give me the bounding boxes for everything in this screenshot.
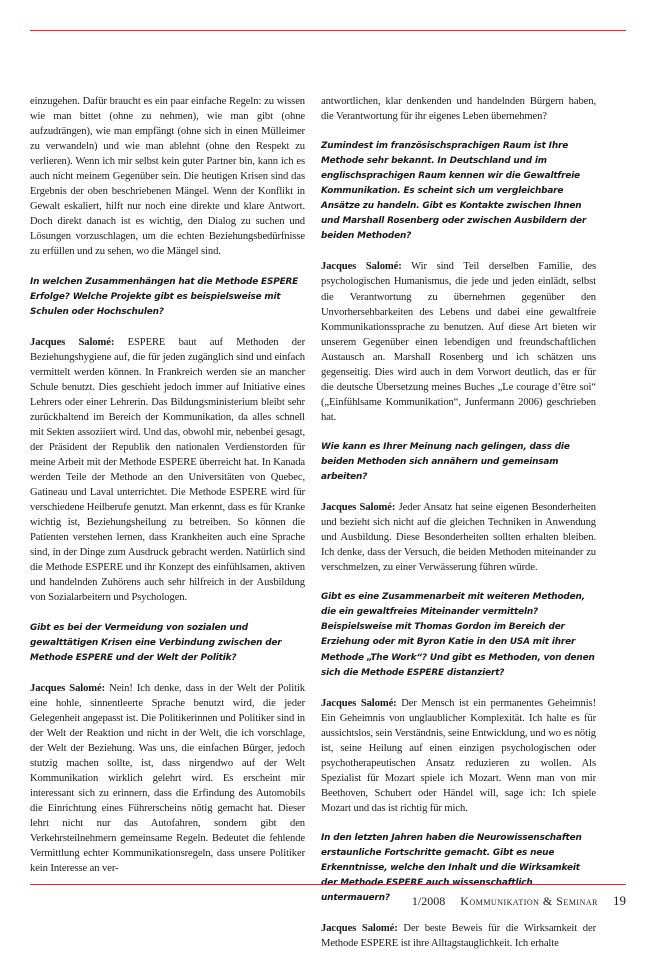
speaker-name: Jacques Salomé: <box>30 682 106 694</box>
body-paragraph <box>321 94 596 124</box>
paragraph-text: einzugehen. Dafür braucht es ein paar einfache Regeln: zu wissen wie man bittet (ohne zu nehmen), wie man gibt (ohne aufzudrängen), wie man empfängt (ohne sich in einen Mülleimer zu verwandeln) und wie man ablehnt (ohne den Respekt zu verlieren). Wenn ich mir selbst kein guter Partner bin, kann ich es auch nicht meinem Gegenüber sein. Die heutigen Krisen sind das Ergebnis der oben beschriebenen Mängel. Wenn der Konflikt in Gewalt eskaliert, hilft nur noch eine direkte und klare Antwort. Doch direkt danach ist es wichtig, den Dialog zu suchen und Lösungen vorzuschlagen, um die echten Beziehungsbedürfnisse zu erfüllen und zu sehen, wo die Mängel sind. <box>30 96 305 258</box>
interview-answer <box>30 335 305 606</box>
interview-answer <box>321 259 596 425</box>
paragraph-text: Nein! Ich denke, dass in der Welt der Politik eine hohle, sinnentleerte Sprache benutzt wird, die jeder Gelegenheit angepasst ist. Die Politikerinnen und Politiker sind in der Welt der Reaktion und nicht in der Welt, die ich vorschlage, der Welt der Beziehung. Was uns, die einfachen Bürger, jedoch stutzig machen sollte, ist, dass nirgendwo auf der Welt Kommunikation wirklich gelehrt wird. Es erscheint mir interessant sich zu erinnern, dass die Erfindung des Automobils die Einrichtung eines Führerscheins nötig gemacht hat. Dieser lehrt nicht nur das Autofahren, sondern gibt den Verkehrsteilnehmern gemeinsame Regeln. Bedeutet die fehlende Vermittlung echter Kommunikationsregeln, dass unsere Politiker kein Interesse an ver- <box>30 682 306 875</box>
speaker-name: Jacques Salomé: <box>321 697 397 709</box>
paragraph-text: Der beste Beweis für die Wirksamkeit der Methode ESPERE ist ihre Alltagstauglichkeit. Ich erhalte <box>321 923 596 950</box>
interview-question: Gibt es bei der Vermeidung von sozialen und gewalttätigen Krisen eine Verbindung zwischen der Methode ESPERE und der Welt der Politik? <box>30 622 282 663</box>
paragraph-text: ESPERE baut auf Methoden der Beziehungshygiene auf, die für jeden zugänglich sind und einfach vermittelt werden können. In Frankreich werden sie an mancher Schule benutzt. Dies geschieht jedoch immer auf Initiative eines Lehrers oder einer Lehrerin. Das Bildungsministerium bleibt sehr zurückhaltend im Bereich der Kommunikation, da alles schnell mit Sekten assoziiert wird. Und das, obwohl mir, nebenbei gesagt, der Präsident der Republik den nationalen Verdienstorden für meine Arbeit mit der Methode ESPERE überreicht hat. In Kanada werden Teile der Methode an den Universitäten von Quebec, Gatineau und Laval unterrichtet. Die Methode ESPERE wird für verschiedene Heilberufe genutzt. Man erkennt, dass es für Kranke wichtig ist, Beziehungsheilung zu betreiben. So können die Patienten verstehen lernen, dass Krankheiten auch eine Sprache sind, in der Dinge zum Ausdruck gebracht werden. Natürlich sind die Methode ESPERE und ihr Konzept des einfühlsamen, aktiven und handelnden Zuhörens auch sehr hilfreich in der Ausbildung von Sozialarbeitern und Psychologen. <box>30 336 305 604</box>
page-number: 19 <box>613 893 626 908</box>
right-text-column <box>321 94 596 966</box>
top-rule <box>30 30 626 31</box>
paragraph-text: Der Mensch ist ein permanentes Geheimnis! Ein Geheimnis von unglaublicher Komplexität. Ich halte es für aussichtslos, sein Verständnis, seine Entwicklung, und wo es nötig ist, seine Heilung auf einen einzigen psychologischen oder psychotherapeutischen Ansatz reduzieren zu wollen. Als Spezialist für Mozart spiele ich Mozart. Wenn man von mir Beethoven, Schubert oder Händel will, sage ich: Ich spiele Mozart und das ist richtig für mich. <box>321 697 596 814</box>
interview-answer <box>321 500 596 575</box>
interview-question: In den letzten Jahren haben die Neurowissenschaften erstaunliche Fortschritte gemacht. Gibt es neue Erkenntnisse, welche den Inhalt und die Wirksamkeit untermauern? <box>321 832 582 904</box>
speaker-name: Jacques Salomé: <box>321 261 402 273</box>
page-footer <box>412 893 626 909</box>
bottom-rule <box>30 884 626 885</box>
speaker-name: Jacques Salomé: <box>30 336 115 348</box>
interview-answer <box>30 681 305 877</box>
interview-question: Zumindest im französischsprachigen Raum ist Ihre Methode sehr bekannt. In Deutschland und im englischsprachigen Raum kennen wir die Gewaltfreie Kommunikation. Es scheint sich um vergleichbare Ansätze zu handeln. Gibt es Kontakte zwischen Ihnen und Marshall Rosenberg oder zwischen Ausbildern der beiden Methoden? <box>321 141 587 242</box>
interview-question: In welchen Zusammenhängen hat die Methode ESPERE Erfolge? Welche Projekte gibt es beispielsweise mit Schulen oder Hochschulen? <box>30 276 299 317</box>
left-text-column <box>30 94 305 891</box>
magazine-title: Kommunikation & Seminar <box>460 894 598 908</box>
speaker-name: Jacques Salomé: <box>321 502 396 514</box>
speaker-name: Jacques Salomé: <box>321 923 398 935</box>
interview-answer <box>321 921 596 951</box>
interview-question: Wie kann es Ihrer Meinung nach gelingen, dass die beiden Methoden sich annähern und gemeinsam arbeiten? <box>321 441 570 483</box>
paragraph-text: Wir sind Teil derselben Familie, des psychologischen Humanismus, die jede und jeden einlädt, selbst die Verantwortung zu übernehmen gegenüber den Unvorhersehbarkeiten des Lebens und dabei eine gewaltfreie Kommunikationssprache zu benutzen. Auf diese Art bieten wir unserem Gegenüber einen lebendigen und freundschaftlichen Austausch an. Marshall Rosenberg und ich schätzen uns gegenseitig. Dies wird auch in dem Vorwort deutlich, das er für die deutsche Übersetzung meines Buches „Le courage d’être soi“ („Einfühlsame Kommunikation“, Junfermann 2006) geschrieben hat. <box>321 261 596 423</box>
interview-question: Gibt es eine Zusammenarbeit mit weiteren Methoden, die ein gewaltfreies Miteinander vermitteln? Beispielsweise mit Thomas Gordon im Bereich der Erziehung oder mit Byron Katie in den USA mit ihrer Methode „The Work“? Und gibt es Methoden, von denen sich die Methode ESPERE distanziert? <box>321 592 595 678</box>
paragraph-text: antwortlichen, klar denkenden und handelnden Bürgern haben, die Verantwortung für ihr eigenes Leben übernehmen? <box>321 96 596 123</box>
body-paragraph <box>30 94 305 260</box>
paragraph-text: Jeder Ansatz hat seine eigenen Besonderheiten und bezieht sich nicht auf die gleichen Techniken in Anwendung und Ausbildung. Diese Besonderheiten sollten erhalten bleiben. Ich denke, dass der Versuch, die beiden Methoden miteinander zu verschmelzen, zu einer Verwässerung führen würde. <box>321 502 596 574</box>
issue-number: 1/2008 <box>411 894 446 908</box>
interview-answer <box>321 696 596 816</box>
